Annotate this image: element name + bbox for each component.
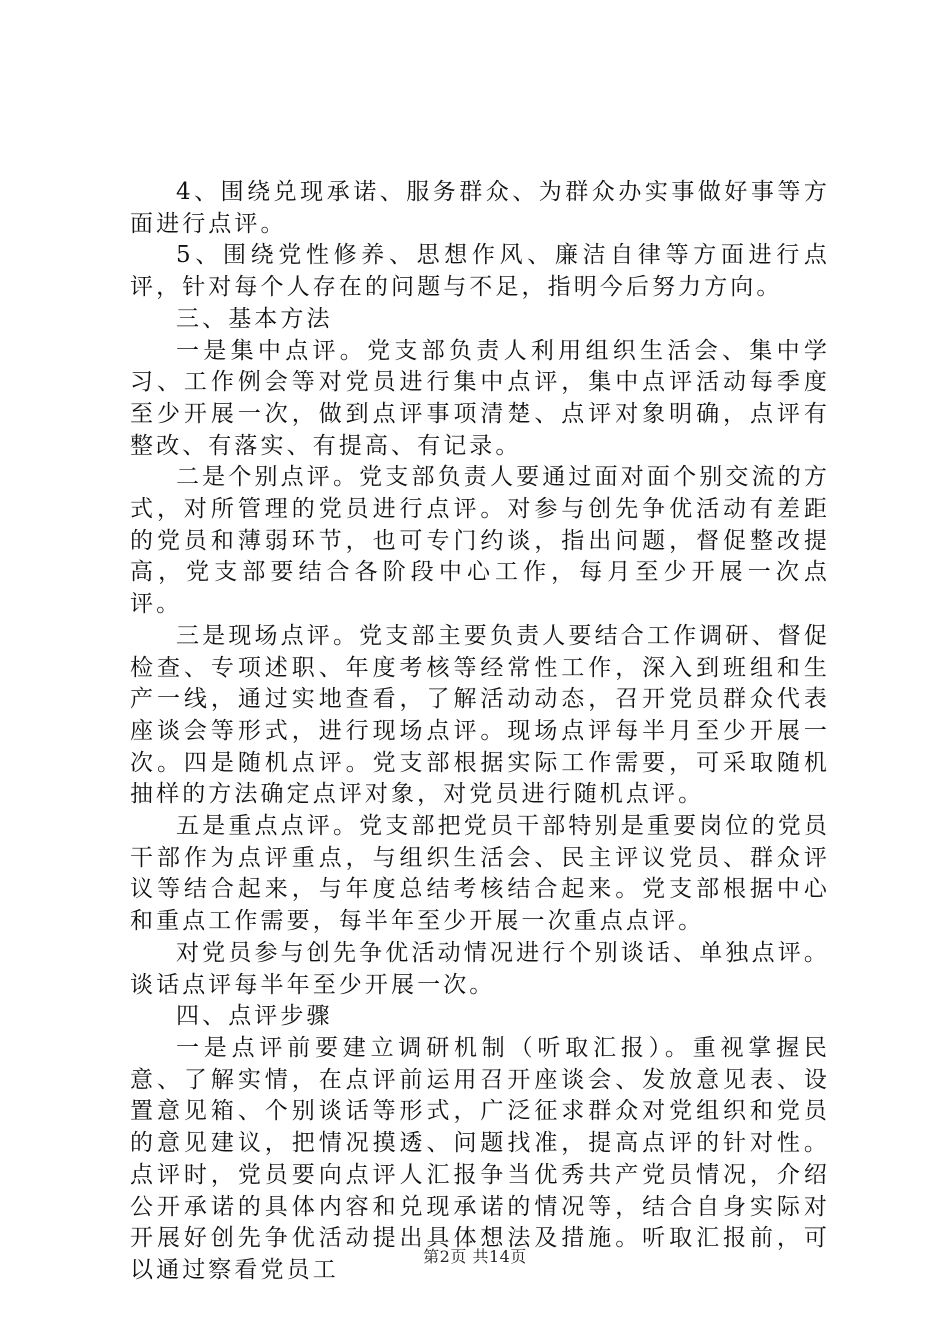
paragraph-item-5: 5、围绕党性修养、思想作风、廉洁自律等方面进行点评，针对每个人存在的问题与不足，指明今后努力方向。 xyxy=(130,242,830,301)
section-heading-review-steps: 四、点评步骤 xyxy=(176,1003,333,1030)
document-body xyxy=(130,177,830,1287)
paragraph-item-4: 4、围绕兑现承诺、服务群众、为群众办实事做好事等方面进行点评。 xyxy=(130,179,830,237)
paragraph-talk-review: 对党员参与创先争优活动情况进行个别谈话、单独点评。谈话点评每半年至少开展一次。 xyxy=(130,939,830,998)
paragraph-onsite-review: 三是现场点评。党支部主要负责人要结合工作调研、督促检查、专项述职、年度考核等经常性工作，深入到班组和生产一线，通过实地查看，了解活动动态，召开党员群众代表座谈会等形式，进行现场点评。现场点评每半月至少开展一次。四是随机点评。党支部根据实际工作需要，可采取随机抽样的方法确定点评对象，对党员进行随机点评。 xyxy=(130,622,830,808)
paragraph-individual-review: 二是个别点评。党支部负责人要通过面对面个别交流的方式，对所管理的党员进行点评。对参与创先争优活动有差距的党员和薄弱环节，也可专门约谈，指出问题，督促整改提高，党支部要结合各阶段中心工作，每月至少开展一次点评。 xyxy=(130,464,830,618)
section-heading-basic-methods: 三、基本方法 xyxy=(176,305,333,332)
page-footer: 第2页 共14页 xyxy=(423,1247,527,1266)
paragraph-centralized-review: 一是集中点评。党支部负责人利用组织生活会、集中学习、工作例会等对党员进行集中点评，集中点评活动每季度至少开展一次，做到点评事项清楚、点评对象明确，点评有整改、有落实、有提高、有记录。 xyxy=(130,337,830,459)
paragraph-research-mechanism: 一是点评前要建立调研机制（听取汇报）。重视掌握民意、了解实情，在点评前运用召开座谈会、发放意见表、设置意见箱、个别谈话等形式，广泛征求群众对党组织和党员的意见建议，把情况摸透、问题找准，提高点评的针对性。点评时，党员要向点评人汇报争当优秀共产党员情况，介绍公开承诺的具体内容和兑现承诺的情况等，结合自身实际对开展好创先争优活动提出具体想法及措施。听取汇报前，可以通过察看党员工 xyxy=(130,1034,830,1283)
paragraph-key-review: 五是重点点评。党支部把党员干部特别是重要岗位的党员干部作为点评重点，与组织生活会、民主评议党员、群众评议等结合起来，与年度总结考核结合起来。党支部根据中心和重点工作需要，每半年至少开展一次重点点评。 xyxy=(130,813,830,935)
